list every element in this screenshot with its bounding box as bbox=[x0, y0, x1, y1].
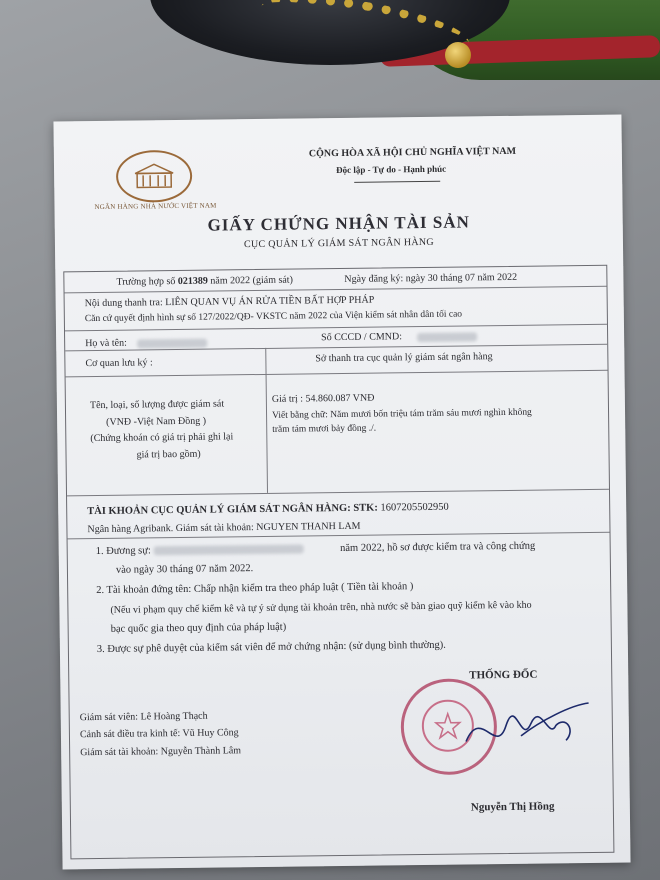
inspection-content: Nội dung thanh tra: LIÊN QUAN VỤ ÁN RỬA TIỀN BẤT HỢP PHÁP bbox=[84, 294, 375, 310]
document-subtitle: CỤC QUẢN LÝ GIÁM SÁT NGÂN HÀNG bbox=[243, 236, 434, 251]
bank-emblem-icon bbox=[116, 150, 193, 203]
redacted-id bbox=[417, 332, 477, 342]
motto: Độc lập - Tự do - Hạnh phúc bbox=[336, 163, 447, 176]
agency-label: Cơ quan lưu ký : bbox=[85, 357, 153, 370]
governor-title: THỐNG ĐỐC bbox=[469, 668, 538, 682]
supervisor-name: Giám sát viên: Lê Hoàng Thạch bbox=[79, 710, 208, 724]
police-name: Cảnh sát điều tra kinh tế: Vũ Huy Công bbox=[79, 727, 239, 741]
condition-1: 1. Đương sự: năm 2022, hồ sơ được kiểm tra và công chứng bbox=[95, 540, 536, 558]
certificate-paper bbox=[53, 115, 630, 870]
bank-name: NGÂN HÀNG NHÀ NƯỚC VIỆT NAM bbox=[94, 201, 217, 212]
asset-label-line2: (VNĐ -Việt Nam Đồng ) bbox=[106, 415, 207, 428]
governor-name: Nguyễn Thị Hồng bbox=[470, 800, 555, 814]
asset-label-line1: Tên, loại, số lượng được giám sát bbox=[89, 398, 225, 412]
condition-3: 3. Được sự phê duyệt của kiểm sát viên để mở chứng nhận: (sử dụng bình thường). bbox=[96, 639, 446, 656]
redacted-name bbox=[137, 339, 207, 349]
id-label: Số CCCD / CMND: bbox=[321, 331, 403, 344]
name-label: Họ và tên: bbox=[85, 337, 127, 350]
condition-2-cont1: (Nếu vi phạm quy chế kiểm kê và tự ý sử dụng tài khoản trên, nhà nước sẽ bàn giao quỹ kiểm kê vào kho bbox=[110, 599, 532, 616]
certificate-form bbox=[63, 265, 614, 860]
asset-value-words-cont: trăm tám mươi bảy đồng ./. bbox=[272, 423, 377, 435]
condition-1-cont: vào ngày 30 tháng 07 năm 2022. bbox=[115, 563, 254, 576]
row-divider bbox=[67, 489, 609, 497]
signature-icon bbox=[461, 695, 592, 767]
asset-value: Giá trị : 54.860.087 VNĐ bbox=[271, 392, 375, 405]
account-supervisor-name: Giám sát tài khoản: Nguyễn Thành Lâm bbox=[80, 745, 242, 759]
legal-basis: Căn cứ quyết định hình sự số 127/2022/QĐ- VKSTC năm 2022 của Viện kiểm sát nhân dân tối cao bbox=[84, 309, 463, 325]
registration-date: Ngày đăng ký: ngày 30 tháng 07 năm 2022 bbox=[344, 271, 518, 285]
column-divider bbox=[265, 348, 268, 493]
condition-2: 2. Tài khoản đứng tên: Chấp nhận kiểm tra theo pháp luật ( Tiền tài khoản ) bbox=[96, 581, 414, 597]
row-divider bbox=[65, 324, 607, 332]
agency-value: Sở thanh tra cục quản lý giám sát ngân hàng bbox=[315, 351, 493, 365]
redacted-party bbox=[153, 545, 303, 556]
account-heading: TÀI KHOẢN CỤC QUẢN LÝ GIÁM SÁT NGÂN HÀNG: STK: 1607205502950 bbox=[87, 501, 449, 518]
motto-underline bbox=[354, 181, 440, 183]
row-divider bbox=[66, 370, 608, 378]
nation-heading: CỘNG HÒA XÃ HỘI CHỦ NGHĨA VIỆT NAM bbox=[308, 145, 517, 160]
condition-2-cont2: bạc quốc gia theo quy định của pháp luật) bbox=[110, 621, 287, 635]
document-title: GIẤY CHỨNG NHẬN TÀI SẢN bbox=[207, 212, 470, 235]
account-bank: Ngân hàng Agribank. Giám sát tài khoản: NGUYEN THANH LAM bbox=[87, 520, 361, 536]
cap-button bbox=[445, 42, 471, 68]
asset-label-line3: (Chứng khoán có giá trị phải ghi lại bbox=[90, 431, 234, 445]
case-number: Trường hợp số 021389 năm 2022 (giám sát) bbox=[116, 274, 293, 288]
asset-value-words: Viết bằng chữ: Năm mươi bốn triệu tám trăm sáu mươi nghìn không bbox=[272, 407, 532, 421]
asset-label-line4: giá trị bao gồm) bbox=[136, 448, 201, 461]
